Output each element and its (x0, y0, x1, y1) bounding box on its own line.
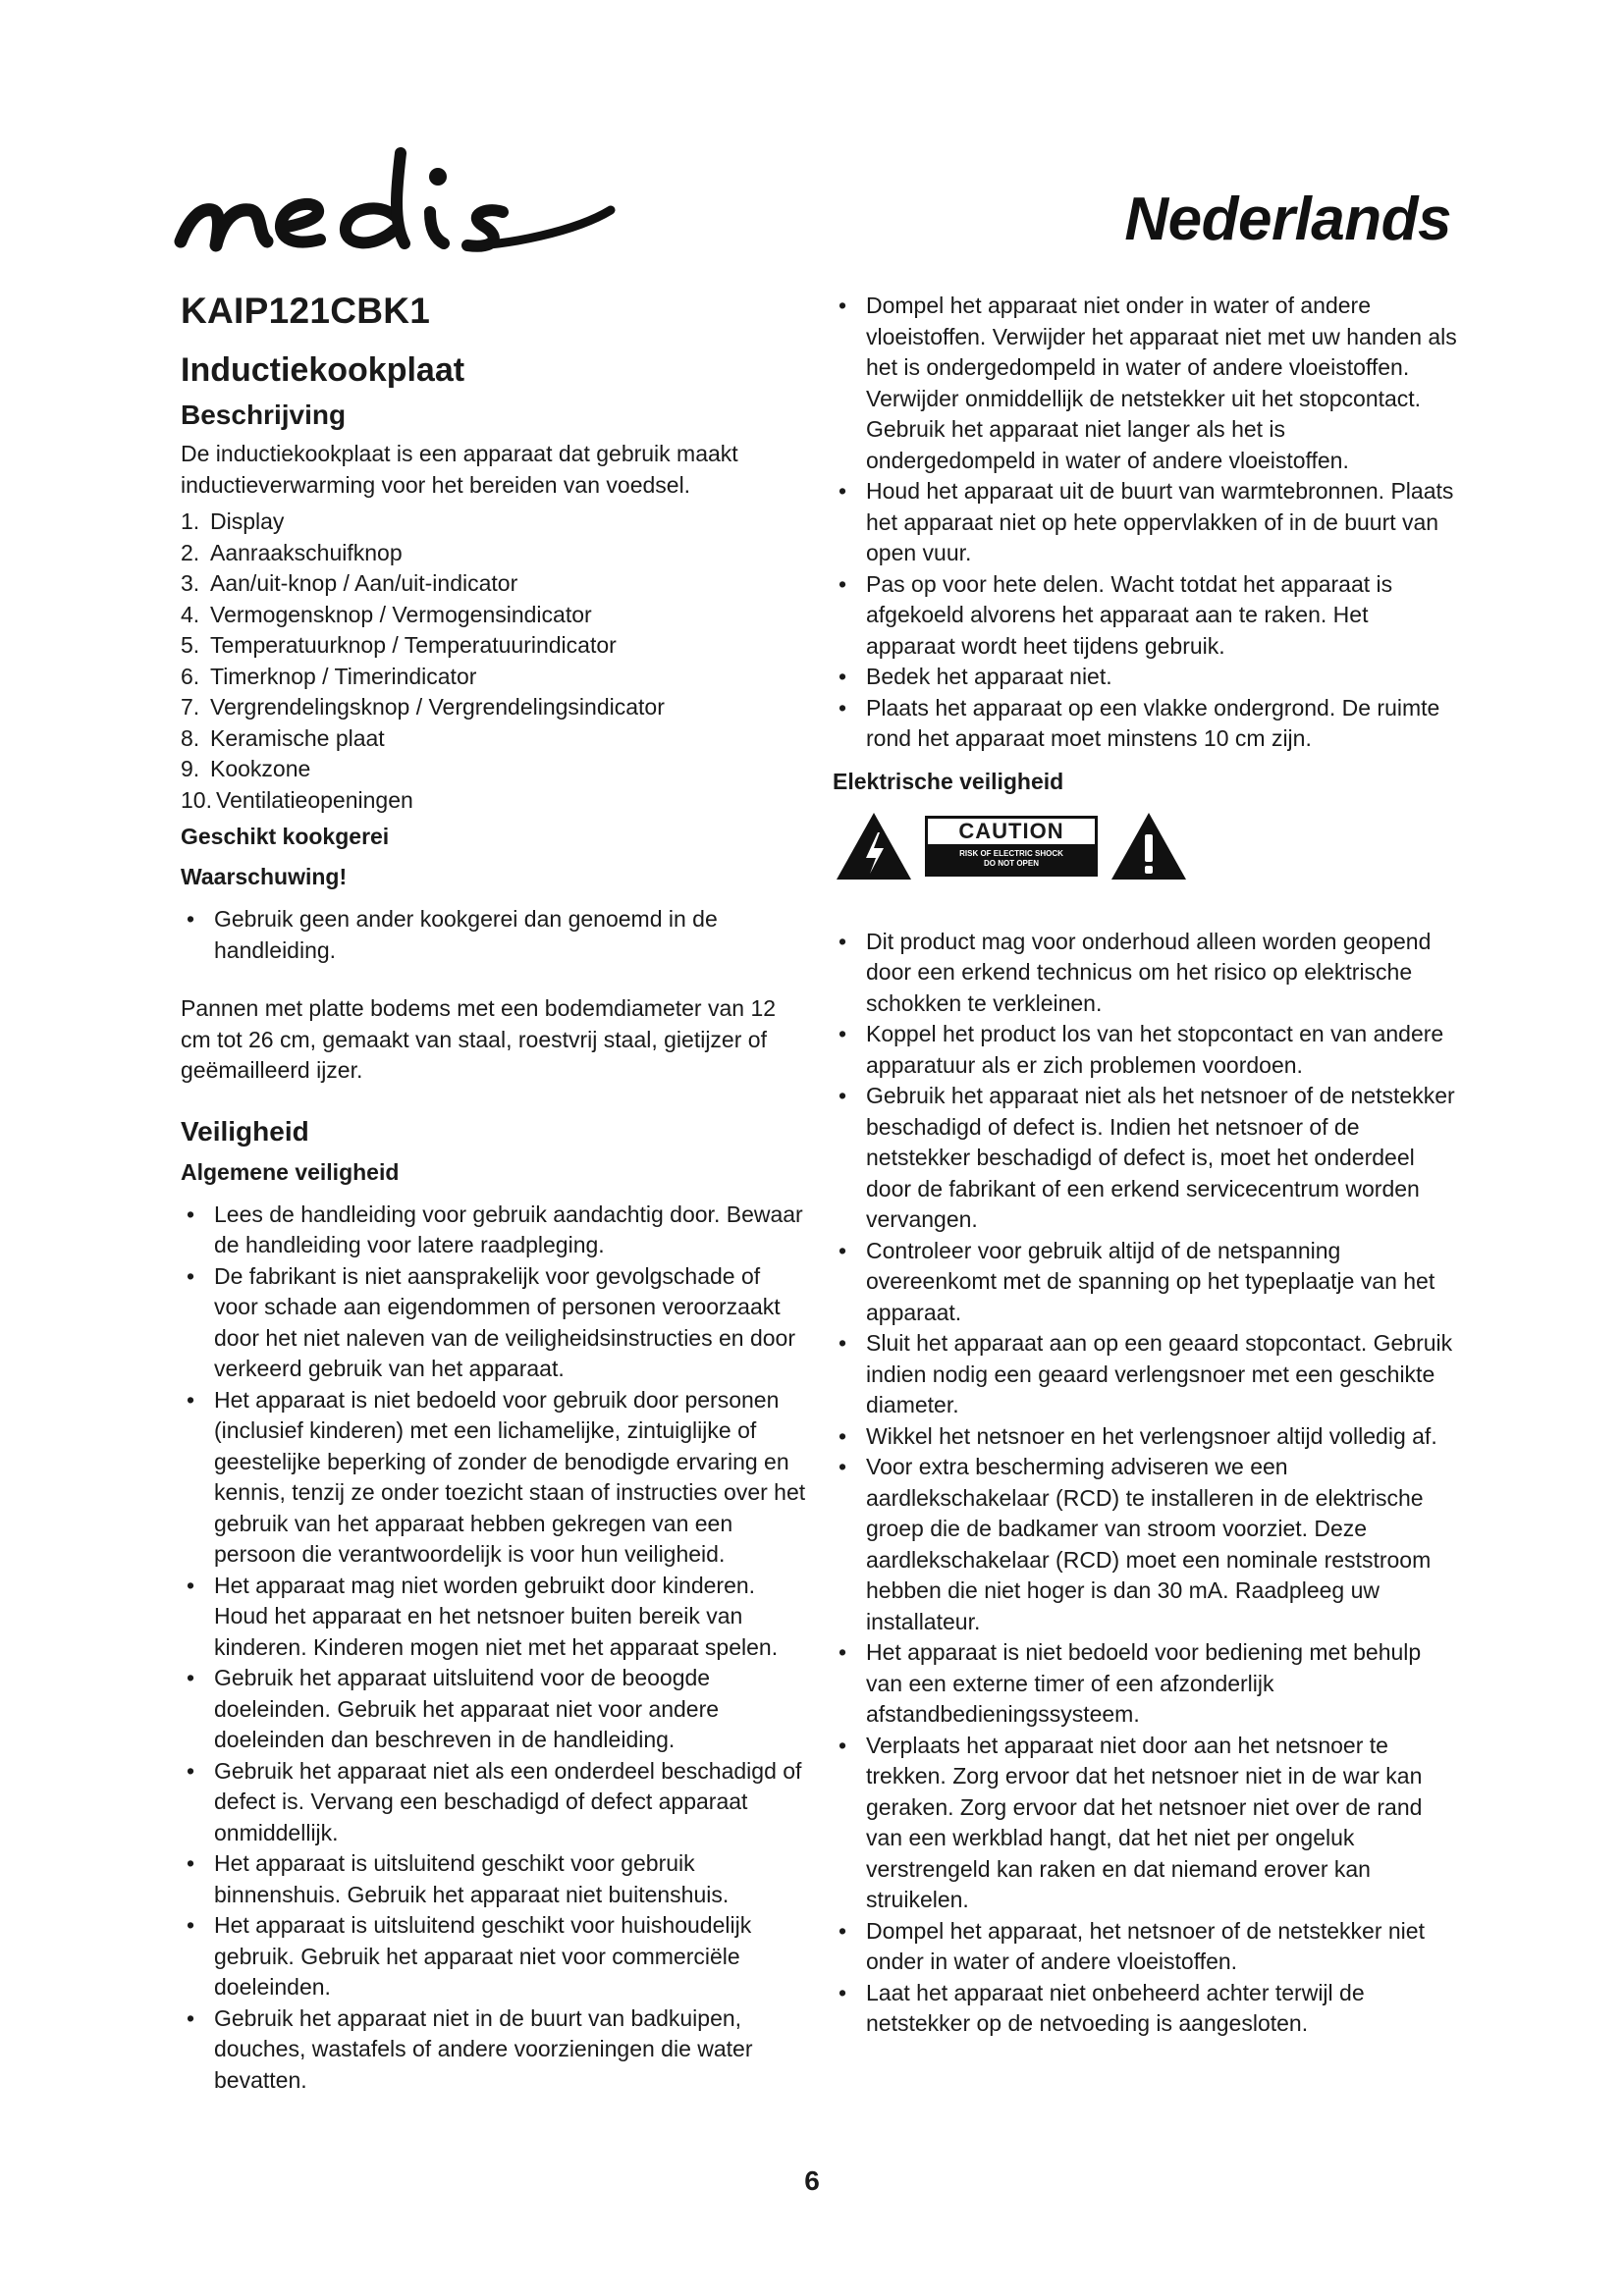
list-item: • Dompel het apparaat niet onder in water of andere vloeistoffen. Verwijder het apparaat niet met uw handen als het is ondergedompeld in water of andere vloeistoffen. Verwijder onmiddellijk de netstekker uit het stopcontact. Gebruik het apparaat niet langer als het is ondergedompeld in water of andere vloeistoffen. (833, 291, 1461, 476)
list-item: 4. Vermogensknop / Vermogensindicator (181, 601, 592, 627)
list-item: • Gebruik geen ander kookgerei dan genoemd in de handleiding. (181, 904, 809, 966)
list-item: 8. Keramische plaat (181, 724, 385, 751)
list-item: • Controleer voor gebruik altijd of de netspanning overeenkomt met de spanning op het typeplaatje van het apparaat. (833, 1236, 1461, 1329)
page-number: 6 (804, 2165, 820, 2196)
list-item: • Dit product mag voor onderhoud alleen worden geopend door een erkend technicus om het risico op elektrische schokken te verkleinen. (833, 927, 1461, 1020)
list-item: • De fabrikant is niet aansprakelijk voor gevolgschade of voor schade aan eigendommen of personen veroorzaakt door het niet naleven van de veiligheidsinstructies en door verkeerd gebruik van het apparaat. (181, 1261, 809, 1385)
electric-safety-list (833, 927, 1461, 2040)
right-column (833, 291, 1461, 2040)
cookware-heading: Geschikt kookgerei (181, 824, 390, 849)
list-item: • Het apparaat is niet bedoeld voor bediening met behulp van een externe timer of een afzonderlijk afstandbedieningssysteem. (833, 1637, 1461, 1731)
general-safety-list-continued (833, 291, 1461, 755)
list-item: • Voor extra bescherming adviseren we een aardlekschakelaar (RCD) te installeren in de elektrische groep die de badkamer van stroom voorziet. Deze aardlekschakelaar (RCD) moet een nominale reststroom hebben die niet hoger is dan 30 mA. Raadpleeg uw installateur. (833, 1452, 1461, 1637)
general-safety-heading: Algemene veiligheid (181, 1158, 400, 1185)
list-item: • Wikkel het netsnoer en het verlengsnoer altijd volledig af. (833, 1421, 1461, 1453)
list-item: • Dompel het apparaat, het netsnoer of de netstekker niet onder in water of andere vloeistoffen. (833, 1916, 1461, 1978)
parts-list (181, 507, 809, 816)
description-heading: Beschrijving (181, 400, 347, 430)
general-safety-list (181, 1200, 809, 2097)
caution-subtext: RISK OF ELECTRIC SHOCK DO NOT OPEN (928, 844, 1095, 874)
electric-safety-heading: Elektrische veiligheid (833, 768, 1064, 794)
model-number: KAIP121CBK1 (181, 291, 431, 331)
description-text: De inductiekookplaat is een apparaat dat gebruik maakt inductieverwarming voor het bereiden van voedsel. (181, 441, 738, 498)
caution-box (925, 816, 1098, 877)
list-item: • Het apparaat is niet bedoeld voor gebruik door personen (inclusief kinderen) met een lichamelijke, zintuiglijke of geestelijke beperking of zonder de benodigde ervaring en kennis, tenzij ze onder toezicht staan of instructies over het gebruik van het apparaat hebben gekregen van een persoon die verantwoordelijk is voor hun veiligheid. (181, 1385, 809, 1571)
list-item: • Het apparaat is uitsluitend geschikt voor huishoudelijk gebruik. Gebruik het apparaat niet voor commerciële doeleinden. (181, 1910, 809, 2003)
list-item: • Het apparaat is uitsluitend geschikt voor gebruik binnenshuis. Gebruik het apparaat niet buitenshuis. (181, 1848, 809, 1910)
list-item: • Gebruik het apparaat niet als een onderdeel beschadigd of defect is. Vervang een beschadigd of defect apparaat onmiddellijk. (181, 1756, 809, 1849)
list-item: • Gebruik het apparaat niet als het netsnoer of de netstekker beschadigd of defect is. Indien het netsnoer of de netstekker beschadigd of defect is, moet het onderdeel door de fabrikant of een erkend servicecentrum worden vervangen. (833, 1081, 1461, 1236)
product-title: Inductiekookplaat (181, 351, 465, 389)
list-item: • Het apparaat mag niet worden gebruikt door kinderen. Houd het apparaat en het netsnoer buiten bereik van kinderen. Kinderen mogen niet met het apparaat spelen. (181, 1571, 809, 1664)
list-item: • Lees de handleiding voor gebruik aandachtig door. Bewaar de handleiding voor latere raadpleging. (181, 1200, 809, 1261)
list-item: • Bedek het apparaat niet. (833, 662, 1461, 693)
list-item: 7. Vergrendelingsknop / Vergrendelingsindicator (181, 694, 665, 720)
list-item: • Pas op voor hete delen. Wacht totdat het apparaat is afgekoeld alvorens het apparaat aan te raken. Het apparaat wordt heet tijdens gebruik. (833, 569, 1461, 663)
list-item: • Houd het apparaat uit de buurt van warmtebronnen. Plaats het apparaat niet op hete oppervlakken of in de buurt van open vuur. (833, 476, 1461, 569)
caution-title: CAUTION (958, 818, 1064, 843)
list-item: 10. Ventilatieopeningen (181, 786, 413, 813)
list-item: 2. Aanraakschuifknop (181, 539, 403, 565)
caution-label (833, 805, 1461, 887)
cookware-text: Pannen met platte bodems met een bodemdiameter van 12 cm tot 26 cm, gemaakt van staal, roestvrij staal, gietijzer of geëmailleerd ijzer. (181, 995, 777, 1083)
list-item: 3. Aan/uit-knop / Aan/uit-indicator (181, 570, 518, 596)
language-title: Nederlands (1124, 186, 1451, 253)
exclamation-warning-icon (1108, 809, 1190, 883)
list-item: 1. Display (181, 508, 285, 534)
nedis-logo (173, 147, 634, 273)
warning-list (181, 904, 809, 966)
list-item: • Gebruik het apparaat niet in de buurt van badkuipen, douches, wastafels of andere voorzieningen die water bevatten. (181, 2003, 809, 2097)
left-column (181, 291, 809, 2096)
list-item: 5. Temperatuurknop / Temperatuurindicator (181, 632, 617, 658)
list-item: • Verplaats het apparaat niet door aan het netsnoer te trekken. Zorg ervoor dat het netsnoer niet in de war kan geraken. Zorg ervoor dat het netsnoer niet over de rand van een werkblad hangt, dat het niet per ongeluk verstrengeld kan raken en dat niemand erover kan struikelen. (833, 1731, 1461, 1916)
list-item: 9. Kookzone (181, 756, 311, 781)
list-item: • Koppel het product los van het stopcontact en van andere apparatuur als er zich problemen voordoen. (833, 1019, 1461, 1081)
safety-heading: Veiligheid (181, 1115, 309, 1147)
list-item: • Gebruik het apparaat uitsluitend voor de beoogde doeleinden. Gebruik het apparaat niet voor andere doeleinden dan beschreven in de handleiding. (181, 1663, 809, 1756)
list-item: • Plaats het apparaat op een vlakke ondergrond. De ruimte rond het apparaat moet minstens 10 cm zijn. (833, 693, 1461, 755)
list-item: • Laat het apparaat niet onbeheerd achter terwijl de netstekker op de netvoeding is aangesloten. (833, 1978, 1461, 2040)
list-item: 6. Timerknop / Timerindicator (181, 663, 477, 689)
electric-shock-warning-icon (833, 809, 915, 883)
list-item: • Sluit het apparaat aan op een geaard stopcontact. Gebruik indien nodig een geaard verlengsnoer met een geschikte diameter. (833, 1328, 1461, 1421)
warning-heading: Waarschuwing! (181, 864, 348, 889)
